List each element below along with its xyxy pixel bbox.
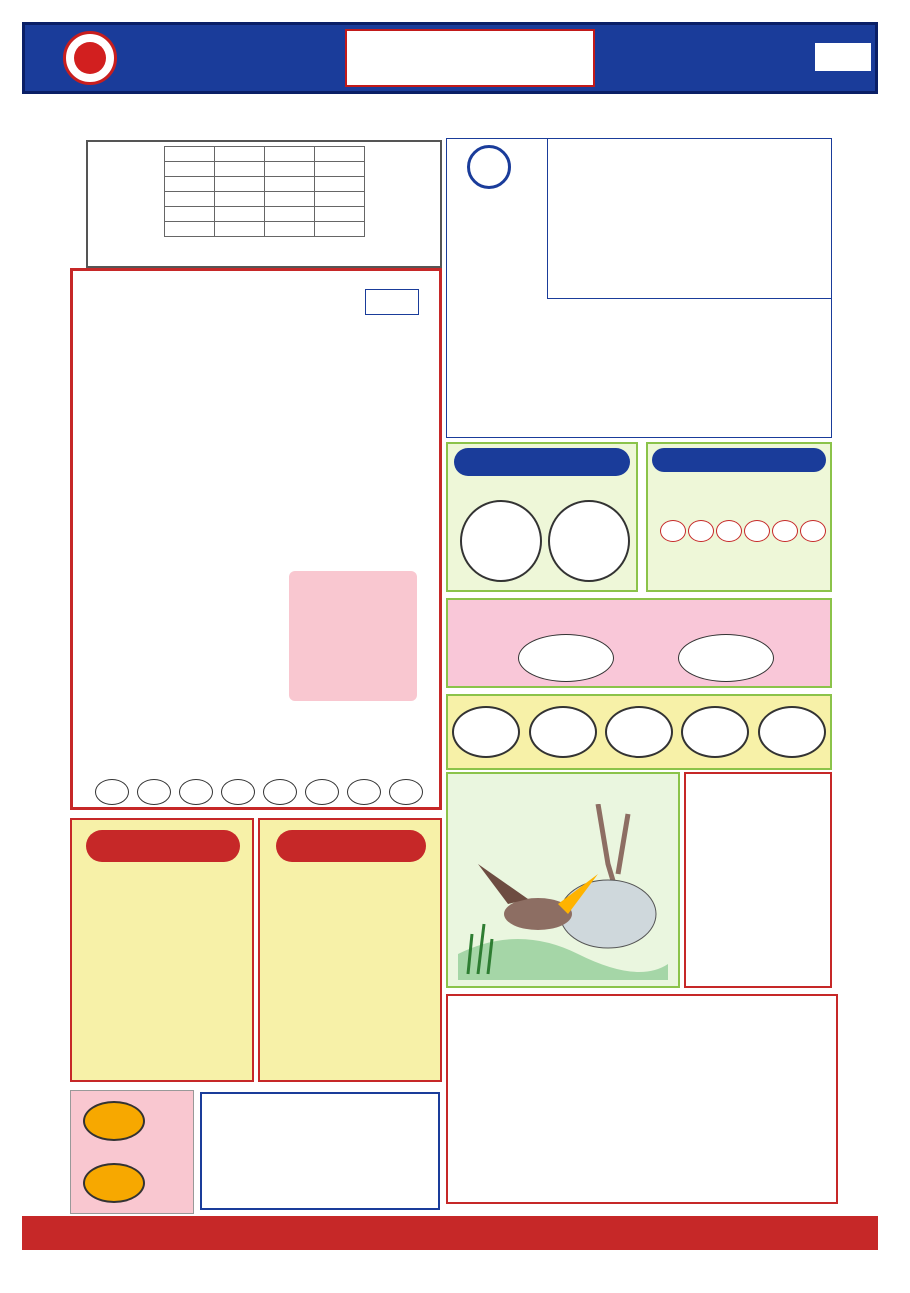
brand-strip-right [846,104,870,1174]
zodiac-poem-panel [258,818,442,1082]
table-cell [314,177,364,192]
table-header [314,147,364,162]
result-ball [800,520,826,542]
result-ball [660,520,686,542]
featured-number [452,706,520,758]
featured-number [758,706,826,758]
results-title [652,448,826,472]
zodiac-poem [280,886,310,1086]
featured-number [605,706,673,758]
number-ball [95,779,129,805]
table-header [264,147,314,162]
edition-label [815,43,871,71]
number-ball [137,779,171,805]
frequency-ball [83,1101,145,1141]
table-row [164,192,364,207]
treasure-map-panel [446,772,680,988]
table-cell [264,207,314,222]
table-row [164,222,364,237]
table-cell [264,222,314,237]
brand-strip-top [26,104,846,130]
table-cell [314,222,364,237]
frequency-panel [70,1090,194,1214]
tiger-icon [678,634,774,682]
table-cell [164,192,214,207]
table-header [164,147,214,162]
table-cell [214,207,264,222]
table-header [214,147,264,162]
lucky-zodiac-panel [446,598,832,688]
featured-number [529,706,597,758]
table-cell [164,177,214,192]
table-cell [164,162,214,177]
featured-number [681,706,749,758]
masthead-title [345,29,595,87]
special-code-title [454,448,630,476]
logo-blank [547,139,831,299]
result-ball [744,520,770,542]
bird-tree-illustration [458,804,668,980]
table-cell [214,162,264,177]
table-cell [314,207,364,222]
special-prediction-panel [70,818,254,1082]
number-ball [263,779,297,805]
result-ball [772,520,798,542]
table-cell [214,222,264,237]
almanac-panel [446,994,838,1204]
table-row [164,177,364,192]
table-cell [314,162,364,177]
number-ball [305,779,339,805]
table-row [164,162,364,177]
word-of-day-panel [684,772,832,988]
selected-numbers [95,779,435,805]
lottery-balls-icon [461,309,581,429]
number-ball [179,779,213,805]
golden-tip-panel [200,1092,440,1210]
table-cell [264,177,314,192]
table-row [164,207,364,222]
zodiac-poem-title [276,830,426,862]
meeting-minutes-panel [70,268,442,810]
special-code-panel [446,442,638,592]
result-ball [688,520,714,542]
table-cell [264,162,314,177]
brand-strip-left [28,140,52,1210]
hot-cold-table [164,146,365,237]
table-cell [164,222,214,237]
number-ball [389,779,423,805]
code-image-box [289,571,417,701]
featured-numbers [446,694,832,770]
brand-logo-panel [446,138,832,438]
number-ball [221,779,255,805]
result-ball [716,520,742,542]
frequency-ball [83,1163,145,1203]
table-cell [214,177,264,192]
number-ball [347,779,381,805]
hk-emblem-icon [63,31,117,85]
hot-cold-table-panel [86,140,442,268]
secret-tag [365,289,419,315]
dragon-icon [518,634,614,682]
draw-results-panel [646,442,832,592]
special-value-even [548,500,630,582]
table-cell [264,192,314,207]
prediction-title [86,830,240,862]
result-balls [660,520,826,542]
footer-disclaimer [22,1216,878,1250]
special-value-big [460,500,542,582]
table-cell [314,192,364,207]
masthead [22,22,878,94]
table-cell [164,207,214,222]
emblem-icon [467,145,511,189]
table-cell [214,192,264,207]
